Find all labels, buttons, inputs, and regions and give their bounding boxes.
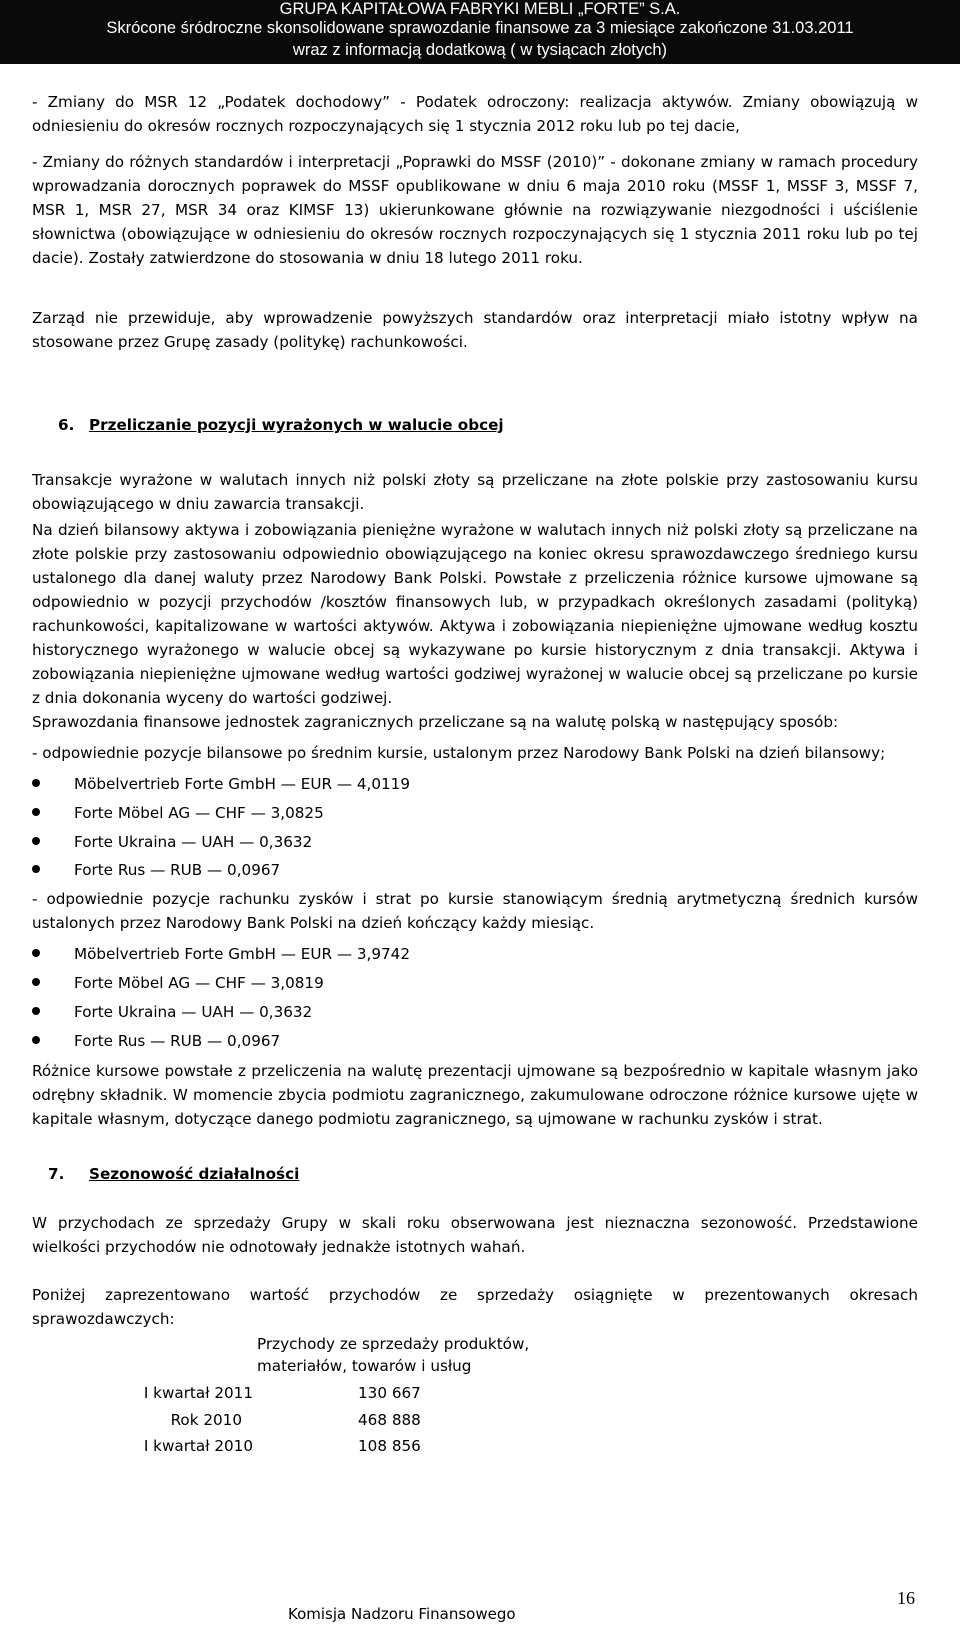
paragraph-msr12: - Zmiany do MSR 12 „Podatek dochodowy” - Podatek odroczony: realizacja aktywów. Zmiany obowiązują w odniesieniu do okresów rocznych rozpoczynających się 1 stycznia 2012 roku lub po tej dacie, xyxy=(32,93,918,135)
bullet-icon xyxy=(32,1007,40,1015)
bullet-icon xyxy=(32,865,40,873)
footer-organization: Komisja Nadzoru Finansowego xyxy=(288,1605,516,1623)
section-6-title-wrap xyxy=(89,414,504,436)
rate-entry: Forte Möbel AG — CHF — 3,0825 xyxy=(74,804,324,822)
header-company: GRUPA KAPITAŁOWA FABRYKI MEBLI „FORTE” S.A. xyxy=(279,0,681,18)
rate-entry: Möbelvertrieb Forte GmbH — EUR — 4,0119 xyxy=(74,775,410,793)
paragraph-foreign-statements: Sprawozdania finansowe jednostek zagranicznych przeliczane są na walutę polską w następujący sposób: xyxy=(32,713,839,731)
bullet-icon xyxy=(32,808,40,816)
table-row-label: I kwartał 2010 xyxy=(143,1437,253,1455)
paragraph-mssf-amendments: - Zmiany do różnych standardów i interpretacji „Poprawki do MSSF (2010)” - dokonane zmiany w ramach procedury wprowadzania dorocznych poprawek do MSSF opublikowane w dniu 6 maja 2010 roku (MSSF 1, MSSF 3, MSSF 7, MSR 1, MSR 27, MSR 34 oraz KIMSF 13) ukierunkowane głównie na rozwiązywanie niezgodności i uściślenie słownictwa (obowiązujące w odniesieniu do okresów rocznych rozpoczynających się 1 stycznia 2011 roku lub po tej dacie). Zostały zatwierdzone do stosowania w dniu 18 lutego 2011 roku. xyxy=(32,153,918,267)
page-number: 16 xyxy=(897,1588,915,1608)
table-row-value: 130 667 xyxy=(358,1384,421,1402)
rate-entry: Forte Rus — RUB — 0,0967 xyxy=(74,1032,281,1050)
section-7-heading xyxy=(48,1163,64,1185)
paragraph-management-assessment: Zarząd nie przewiduje, aby wprowadzenie powyższych standardów oraz interpretacji miało istotny wpływ na stosowane przez Grupę zasady (politykę) rachunkowości. xyxy=(32,309,918,351)
table-header-line-1: Przychody ze sprzedaży produktów, xyxy=(257,1335,530,1353)
section-6-title: Przeliczanie pozycji wyrażonych w walucie obcej xyxy=(89,416,504,434)
table-row-label: Rok 2010 xyxy=(170,1411,242,1429)
bullet-icon xyxy=(32,949,40,957)
table-header-line-2: materiałów, towarów i usług xyxy=(257,1357,472,1375)
rate-entry: Forte Ukraina — UAH — 0,3632 xyxy=(74,833,313,851)
bullet-icon xyxy=(32,779,40,787)
section-7-title: Sezonowość działalności xyxy=(89,1165,300,1183)
section-6-heading xyxy=(58,414,74,436)
rate-entry: Forte Rus — RUB — 0,0967 xyxy=(74,861,281,879)
section-6-number: 6. xyxy=(58,416,75,434)
paragraph-seasonality: W przychodach ze sprzedaży Grupy w skali roku obserwowana jest nieznaczna sezonowość. Przedstawione wielkości przychodów nie odnotowały jednakże istotnych wahań. xyxy=(32,1214,918,1256)
header-report-title: Skrócone śródroczne skonsolidowane sprawozdanie finansowe za 3 miesiące zakończone 31.03.2011 xyxy=(106,19,854,37)
bullet-icon xyxy=(32,978,40,986)
section-7-title-wrap xyxy=(89,1163,299,1185)
paragraph-pl-rates-intro: - odpowiednie pozycje rachunku zysków i strat po kursie stanowiącym średnią arytmetyczną średnich kursów ustalonych przez Narodowy Bank Polski na dzień kończący każdy miesiąc. xyxy=(32,890,918,932)
paragraph-transactions: Transakcje wyrażone w walutach innych niż polski złoty są przeliczane na złote polskie przy zastosowaniu kursu obowiązującego w dniu zawarcia transakcji. xyxy=(32,471,918,513)
section-7-number: 7. xyxy=(48,1165,65,1183)
rate-entry: Forte Ukraina — UAH — 0,3632 xyxy=(74,1003,313,1021)
paragraph-balance-sheet-date: Na dzień bilansowy aktywa i zobowiązania pieniężne wyrażone w walutach innych niż polski złoty są przeliczane na złote polskie przy zastosowaniu odpowiednio obowiązującego na koniec okresu sprawozdawczego średniego kursu ustalonego dla danej waluty przez Narodowy Bank Polski. Powstałe z przeliczenia różnice kursowe ujmowane są odpowiednio w pozycji przychodów /kosztów finansowych lub, w przypadkach określonych zasadami (polityką) rachunkowości, kapitalizowane w wartości aktywów. Aktywa i zobowiązania niepieniężne ujmowane według kosztu historycznego wyrażonego w walucie obcej są wykazywane po kursie historycznym z dnia transakcji. Aktywa i zobowiązania niepieniężne ujmowane według wartości godziwej wyrażonej w walucie obcej są przeliczane po kursie z dnia dokonania wyceny do wartości godziwej. xyxy=(32,521,918,707)
paragraph-revenue-intro: Poniżej zaprezentowano wartość przychodów ze sprzedaży osiągnięte w prezentowanych okresach sprawozdawczych: xyxy=(32,1286,918,1328)
rate-entry: Forte Möbel AG — CHF — 3,0819 xyxy=(74,974,324,992)
table-row-label: I kwartał 2011 xyxy=(143,1384,253,1402)
header-units: wraz z informacją dodatkową ( w tysiącach złotych) xyxy=(292,41,668,59)
report-header xyxy=(0,0,960,64)
table-row-value: 468 888 xyxy=(358,1411,421,1429)
table-row-value: 108 856 xyxy=(358,1437,421,1455)
paragraph-balance-rates-intro: - odpowiednie pozycje bilansowe po średnim kursie, ustalonym przez Narodowy Bank Polski na dzień bilansowy; xyxy=(32,744,886,762)
rate-entry: Möbelvertrieb Forte GmbH — EUR — 3,9742 xyxy=(74,945,410,963)
paragraph-exchange-differences: Różnice kursowe powstałe z przeliczenia na walutę prezentacji ujmowane są bezpośrednio w kapitale własnym jako odrębny składnik. W momencie zbycia podmiotu zagranicznego, zakumulowane odroczone różnice kursowe ujęte w kapitale własnym, dotyczące danego podmiotu zagranicznego, są ujmowane w rachunku zysków i strat. xyxy=(32,1062,918,1128)
bullet-icon xyxy=(32,1036,40,1044)
bullet-icon xyxy=(32,837,40,845)
